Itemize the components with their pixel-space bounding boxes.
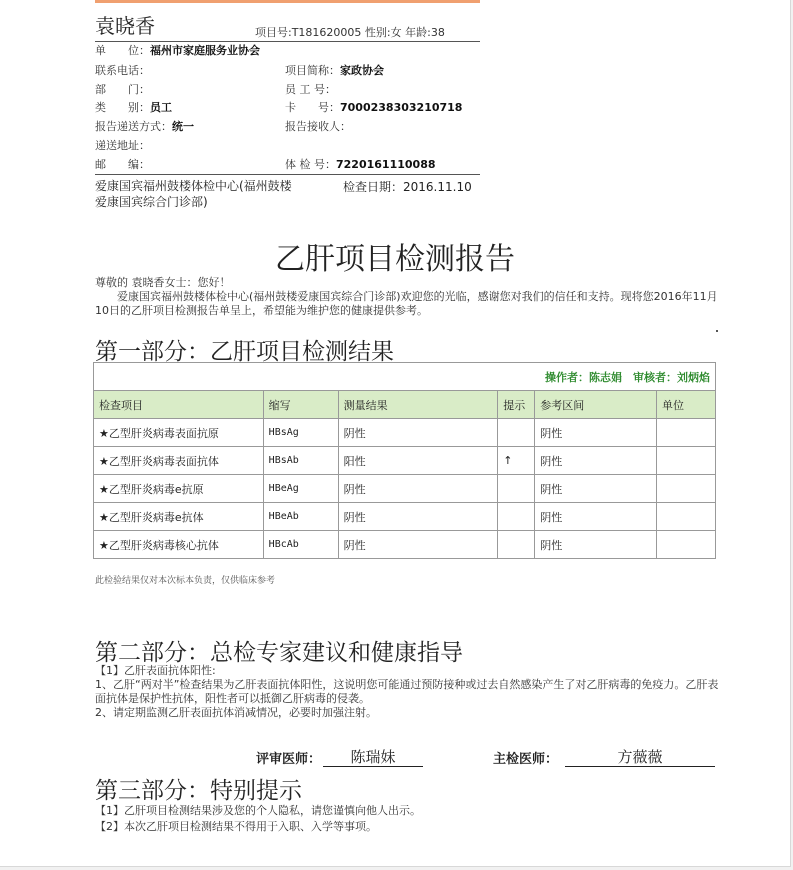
advice-line-2: 2、请定期监测乙肝表面抗体消减情况，必要时加强注射。 bbox=[95, 706, 377, 719]
result-cell: 阴性 bbox=[338, 419, 498, 447]
category-value: 员工 bbox=[150, 101, 172, 114]
address-label: 递送地址： bbox=[95, 139, 150, 152]
result-cell: 阳性 bbox=[338, 447, 498, 475]
exam-no-row bbox=[285, 157, 436, 173]
test-item-cell: ★乙型肝炎病毒e抗体 bbox=[94, 503, 264, 531]
hint-cell bbox=[498, 419, 535, 447]
tips-block bbox=[95, 803, 720, 835]
reference-cell: 阴性 bbox=[535, 503, 657, 531]
header-cell: 测量结果 bbox=[338, 391, 498, 419]
header-accent-bar bbox=[95, 0, 480, 3]
category-label: 类 别： bbox=[95, 101, 150, 114]
margin-dot bbox=[716, 330, 718, 332]
abbr-cell: HBeAg bbox=[263, 475, 338, 503]
company-value: 福州市家庭服务业协会 bbox=[150, 44, 260, 57]
patient-id-line: 项目号:T181620005 性别:女 年龄:38 bbox=[255, 26, 445, 39]
chief-label: 主检医师： bbox=[493, 752, 559, 767]
category-row bbox=[95, 100, 172, 116]
hint-cell bbox=[498, 503, 535, 531]
header-divider bbox=[95, 41, 480, 42]
result-cell: 阴性 bbox=[338, 531, 498, 559]
test-item-cell: ★乙型肝炎病毒表面抗体 bbox=[94, 447, 264, 475]
company-row bbox=[95, 43, 260, 59]
results-table bbox=[93, 362, 716, 559]
project-short-value: 家政协会 bbox=[340, 64, 384, 77]
card-value: 7000238303210718 bbox=[340, 101, 463, 114]
reference-cell: 阴性 bbox=[535, 447, 657, 475]
abbr-cell: HBsAb bbox=[263, 447, 338, 475]
receiver-label: 报告接收人： bbox=[285, 120, 351, 133]
header-cell: 缩写 bbox=[263, 391, 338, 419]
project-short-row bbox=[285, 63, 384, 79]
abbr-cell: HBeAb bbox=[263, 503, 338, 531]
employee-no-label: 员 工 号： bbox=[285, 83, 336, 96]
unit-cell bbox=[657, 419, 716, 447]
advice-line-1: 1、乙肝“两对半”检查结果为乙肝表面抗体阳性，这说明您可能通过预防接种或过去自然感染产生了对乙肝病毒的免疫力。乙肝表面抗体是保护性抗体，阳性者可以抵御乙肝病毒的侵袭。 bbox=[95, 678, 719, 705]
delivery-row bbox=[95, 119, 194, 135]
exam-center-name: 爱康国宾福州鼓楼体检中心(福州鼓楼爱康国宾综合门诊部) bbox=[95, 179, 292, 209]
delivery-value: 统一 bbox=[172, 120, 194, 133]
advice-item-heading: 【1】乙肝表面抗体阳性: bbox=[95, 664, 216, 677]
table-header-row bbox=[94, 391, 716, 419]
reference-cell: 阴性 bbox=[535, 419, 657, 447]
table-row bbox=[94, 475, 716, 503]
report-title: 乙肝项目检测报告 bbox=[275, 242, 515, 277]
reviewer-signature: 陈瑞妹 bbox=[323, 746, 423, 767]
exam-no-value: 7220161110088 bbox=[336, 158, 436, 171]
operators-row bbox=[94, 363, 716, 391]
delivery-label: 报告递送方式： bbox=[95, 120, 172, 133]
card-row bbox=[285, 100, 462, 116]
result-cell: 阴性 bbox=[338, 503, 498, 531]
phone-label: 联系电话： bbox=[95, 64, 150, 77]
hint-cell: ↑ bbox=[498, 447, 535, 475]
unit-cell bbox=[657, 503, 716, 531]
reviewer-label: 评审医师： bbox=[256, 752, 322, 767]
part1-title: 第一部分：乙肝项目检测结果 bbox=[95, 339, 394, 365]
project-short-label: 项目简称： bbox=[285, 64, 340, 77]
test-item-cell: ★乙型肝炎病毒核心抗体 bbox=[94, 531, 264, 559]
card-label: 卡 号： bbox=[285, 101, 340, 114]
patient-name: 袁晓香 bbox=[95, 14, 155, 38]
reference-cell: 阴性 bbox=[535, 531, 657, 559]
chief-signature: 方薇薇 bbox=[565, 746, 715, 767]
exam-no-label: 体 检 号： bbox=[285, 158, 336, 171]
header-cell: 单位 bbox=[657, 391, 716, 419]
test-item-cell: ★乙型肝炎病毒e抗原 bbox=[94, 475, 264, 503]
part3-title: 第三部分：特别提示 bbox=[95, 778, 302, 804]
dept-label: 部 门： bbox=[95, 83, 150, 96]
unit-cell bbox=[657, 475, 716, 503]
part2-title: 第二部分：总检专家建议和健康指导 bbox=[95, 640, 463, 666]
test-item-cell: ★乙型肝炎病毒表面抗原 bbox=[94, 419, 264, 447]
hint-cell bbox=[498, 475, 535, 503]
reference-cell: 阴性 bbox=[535, 475, 657, 503]
intro-paragraph: 爱康国宾福州鼓楼体检中心(福州鼓楼爱康国宾综合门诊部)欢迎您的光临，感谢您对我们的信任和支持。现将您2016年11月10日的乙肝项目检测报告单呈上，希望能为维护您的健康提供参考。 bbox=[95, 290, 718, 317]
greeting-line: 尊敬的 袁晓香女士：您好！ bbox=[95, 276, 231, 289]
operators-cell: 操作者：陈志娟 审核者：刘炳焰 bbox=[94, 363, 716, 391]
disclaimer-note: 此检验结果仅对本次标本负责，仅供临床参考 bbox=[95, 576, 276, 586]
advice-block bbox=[95, 664, 720, 720]
unit-cell bbox=[657, 447, 716, 475]
table-row bbox=[94, 503, 716, 531]
header-cell: 检查项目 bbox=[94, 391, 264, 419]
table-row bbox=[94, 531, 716, 559]
tip-1: 【1】乙肝项目检测结果涉及您的个人隐私，请您谨慎向他人出示。 bbox=[95, 804, 421, 817]
greeting-block bbox=[95, 276, 720, 318]
hint-cell bbox=[498, 531, 535, 559]
header-cell: 参考区间 bbox=[535, 391, 657, 419]
table-row bbox=[94, 447, 716, 475]
abbr-cell: HBsAg bbox=[263, 419, 338, 447]
info-divider bbox=[95, 174, 480, 175]
company-label: 单 位： bbox=[95, 44, 150, 57]
result-cell: 阴性 bbox=[338, 475, 498, 503]
table-row bbox=[94, 419, 716, 447]
abbr-cell: HBcAb bbox=[263, 531, 338, 559]
postcode-label: 邮 编： bbox=[95, 158, 150, 171]
check-date: 检查日期：2016.11.10 bbox=[343, 180, 472, 194]
tip-2: 【2】本次乙肝项目检测结果不得用于入职、入学等事项。 bbox=[95, 820, 377, 833]
header-cell: 提示 bbox=[498, 391, 535, 419]
unit-cell bbox=[657, 531, 716, 559]
